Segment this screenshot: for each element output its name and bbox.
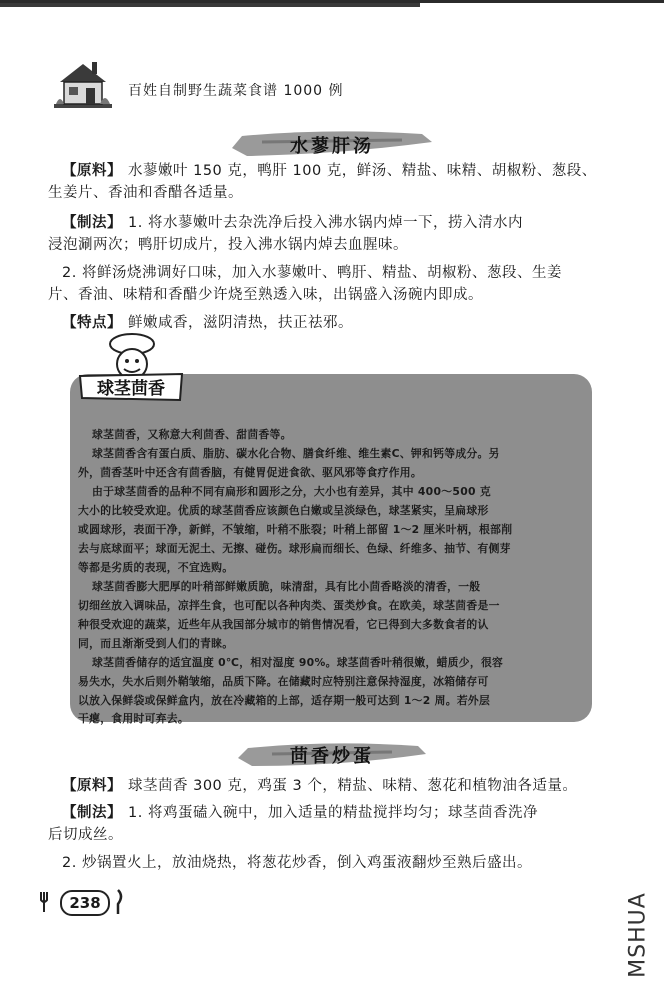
info-line: 种很受欢迎的蔬菜，近些年从我国部分城市的销售情况看，它已得到大多数食者的认 (78, 618, 489, 631)
recipe2-method (48, 802, 608, 846)
recipe1-title: 水蓼肝汤 (290, 136, 374, 157)
method-tag: 【制法】 (62, 805, 122, 821)
recipe1-method (48, 212, 608, 256)
recipe2-ingredients (48, 775, 608, 797)
method-text-cont: 浸泡涮两次；鸭肝切成片，投入沸水锅内焯去血腥味。 (48, 237, 408, 253)
info-line: 易失水，失水后则外鞘皱缩，品质下降。在储藏时应特别注意保持湿度，冰箱储存可 (78, 675, 489, 688)
house-icon (54, 60, 112, 110)
info-line: 以放入保鲜袋或保鲜盒内，放在冷藏箱的上部，适存期一般可达到 1～2 周。若外层 (78, 694, 491, 707)
method-text-cont: 后切成丝。 (48, 827, 123, 843)
info-line: 去与底球面平；球面无泥土、无擦、碰伤。球形扁而细长、色绿、纤维多、抽节、有侧芽 (78, 542, 511, 555)
info-line: 等都是劣质的表现，不宜选购。 (78, 561, 234, 574)
info-line: 干瘪，食用时可弃去。 (78, 712, 189, 725)
info-box-title: 球茎茴香 (97, 379, 165, 399)
recipe1-title-banner (212, 128, 452, 162)
method-tag: 【制法】 (62, 215, 122, 231)
info-line: 球茎茴香储存的适宜温度 0℃，相对湿度 90%。球茎茴香叶稍很嫩，蜡质少，很容 (92, 656, 504, 669)
watermark-text: MSHUA (625, 892, 651, 978)
ingredients-text: 球茎茴香 300 克，鸡蛋 3 个，精盐、味精、葱花和植物油各适量。 (128, 778, 578, 794)
info-line: 球茎茴香含有蛋白质、脂肪、碳水化合物、膳食纤维、维生素C、钾和钙等成分。另 (92, 447, 500, 460)
info-line: 球茎茴香，又称意大利茴香、甜茴香等。 (92, 428, 292, 441)
recipe1-step2 (48, 262, 608, 306)
ingredients-tag: 【原料】 (62, 163, 122, 179)
step2-text: 2. 将鲜汤烧沸调好口味，加入水蓼嫩叶、鸭肝、精盐、胡椒粉、葱段、生姜 (62, 265, 562, 281)
ingredients-text-cont: 生姜片、香油和香醋各适量。 (48, 185, 243, 201)
ingredients-tag: 【原料】 (62, 778, 122, 794)
info-line: 由于球茎茴香的品种不同有扁形和圆形之分，大小也有差异，其中 400～500 克 (92, 485, 491, 498)
step2-text-cont: 片、香油、味精和香醋少许烧至熟透入味，出锅盛入汤碗内即成。 (48, 287, 483, 303)
info-line: 或圆球形，表面干净，新鲜，不皱缩，叶稍不胀裂；叶稍上部留 1～2 厘米叶柄，根部削 (78, 523, 513, 536)
feature-tag: 【特点】 (62, 315, 122, 331)
info-line: 球茎茴香膨大肥厚的叶稍部鲜嫩质脆，味清甜，具有比小茴香略淡的清香，一般 (92, 580, 481, 593)
recipe1-ingredients (48, 160, 608, 204)
feature-text: 鲜嫩咸香，滋阴清热，扶正祛邪。 (128, 315, 353, 331)
method-text: 1. 将鸡蛋磕入碗中，加入适量的精盐搅拌均匀；球茎茴香洗净 (128, 805, 538, 821)
page-number-badge (38, 886, 128, 916)
method-text: 1. 将水蓼嫩叶去杂洗净后投入沸水锅内焯一下，捞入清水内 (128, 215, 523, 231)
info-line: 同，而且渐渐受到人们的青睐。 (78, 637, 234, 650)
info-line: 外，茴香茎叶中还含有茴香脑，有健胃促进食欲、驱风邪等食疗作用。 (78, 466, 422, 479)
watermark (618, 880, 658, 990)
book-title: 百姓自制野生蔬菜食谱 1000 例 (128, 83, 344, 99)
recipe2-title-banner (212, 738, 452, 772)
top-border-accent (0, 3, 420, 7)
page-number: 238 (60, 890, 110, 916)
step2-text: 2. 炒锅置火上，放油烧热，将葱花炒香，倒入鸡蛋液翻炒至熟后盛出。 (62, 855, 532, 871)
info-box-title-banner (76, 372, 186, 402)
recipe2-step2 (48, 852, 608, 874)
ingredients-text: 水蓼嫩叶 150 克，鸭肝 100 克，鲜汤、精盐、味精、胡椒粉、葱段、 (128, 163, 597, 179)
info-line: 切细丝放入调味品，凉拌生食，也可配以各种肉类、蛋类炒食。在欧美，球茎茴香是一 (78, 599, 500, 612)
info-line: 大小的比较受欢迎。优质的球茎茴香应该颜色白嫩或呈淡绿色，球茎紧实，呈扁球形 (78, 504, 489, 517)
recipe2-title: 茴香炒蛋 (290, 746, 374, 767)
